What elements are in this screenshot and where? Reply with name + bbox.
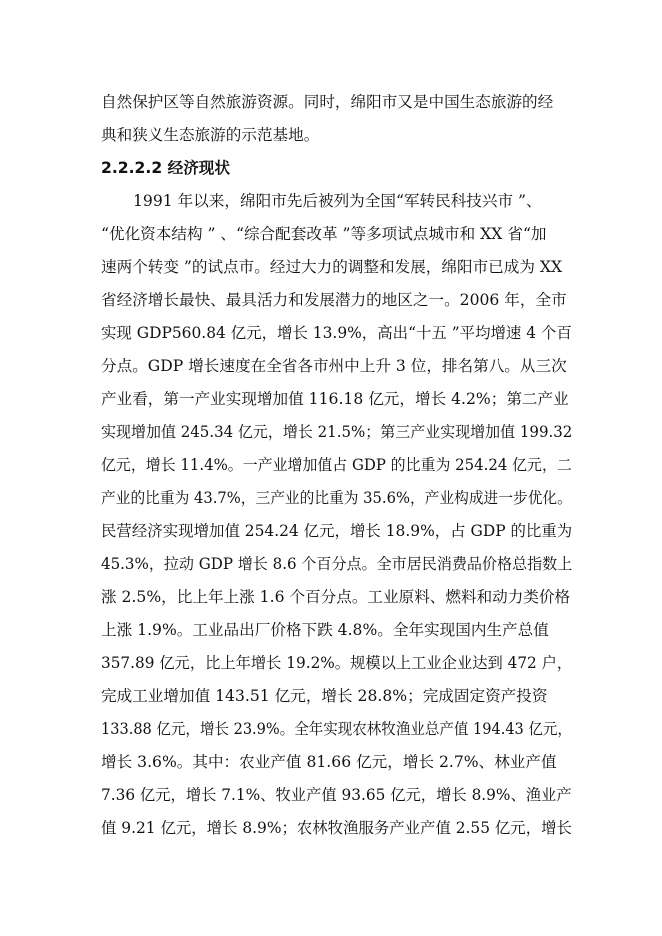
- paragraph-line: 值 9.21 亿元，增长 8.9%；农林牧渔服务产业产值 2.55 亿元，增长: [101, 819, 572, 837]
- paragraph-line: 增长 3.6%。其中：农业产值 81.66 亿元，增长 2.7%、林业产值: [101, 753, 557, 771]
- paragraph-line: 357.89 亿元，比上年增长 19.2%。规模以上工业企业达到 472 户，: [101, 654, 573, 672]
- paragraph-line: 上涨 1.9%。工业品出厂价格下跌 4.8%。全年实现国内生产总值: [101, 621, 549, 639]
- paragraph-line: 实现 GDP560.84 亿元，增长 13.9%，高出“十五 ”平均增速 4 个百: [101, 324, 572, 342]
- paragraph-line: 完成工业增加值 143.51 亿元，增长 28.8%；完成固定资产投资: [101, 687, 548, 705]
- intro-line: 自然保护区等自然旅游资源。同时，绵阳市又是中国生态旅游的经: [101, 93, 554, 111]
- paragraph-line: 实现增加值 245.34 亿元，增长 21.5%；第三产业实现增加值 199.32: [101, 423, 573, 441]
- paragraph-line: 速两个转变 ”的试点市。经过大力的调整和发展，绵阳市已成为 XX: [101, 258, 563, 276]
- paragraph-line: 涨 2.5%，比上年上涨 1.6 个百分点。工业原料、燃料和动力类价格: [101, 588, 571, 606]
- section-heading: 2.2.2.2 经济现状: [101, 159, 230, 177]
- paragraph-line: 产业的比重为 43.7%，三产业的比重为 35.6%，产业构成进一步优化。: [101, 489, 572, 507]
- paragraph-line: 民营经济实现增加值 254.24 亿元，增长 18.9%，占 GDP 的比重为: [101, 522, 573, 540]
- paragraph-line: “优化资本结构 ” 、“综合配套改革 ”等多项试点城市和 XX 省“加: [101, 225, 547, 243]
- paragraph-line: 亿元，增长 11.4%。一产业增加值占 GDP 的比重为 254.24 亿元，二: [101, 456, 572, 474]
- paragraph-line: 分点。GDP 增长速度在全省各市州中上升 3 位，排名第八。从三次: [101, 357, 567, 375]
- intro-line: 典和狭义生态旅游的示范基地。: [101, 126, 320, 144]
- paragraph-line: 省经济增长最快、最具活力和发展潜力的地区之一。2006 年，全市: [101, 291, 567, 309]
- paragraph-line: 133.88 亿元，增长 23.9%。全年实现农林牧渔业总产值 194.43 亿元，: [101, 720, 572, 738]
- paragraph-line: 1991 年以来，绵阳市先后被列为全国“军转民科技兴市 ”、: [133, 192, 542, 210]
- paragraph-line: 产业看，第一产业实现增加值 116.18 亿元，增长 4.2%；第二产业: [101, 390, 569, 408]
- paragraph-line: 45.3%，拉动 GDP 增长 8.6 个百分点。全市居民消费品价格总指数上: [101, 555, 573, 573]
- paragraph-line: 7.36 亿元，增长 7.1%、牧业产值 93.65 亿元，增长 8.9%、渔业产: [101, 786, 572, 804]
